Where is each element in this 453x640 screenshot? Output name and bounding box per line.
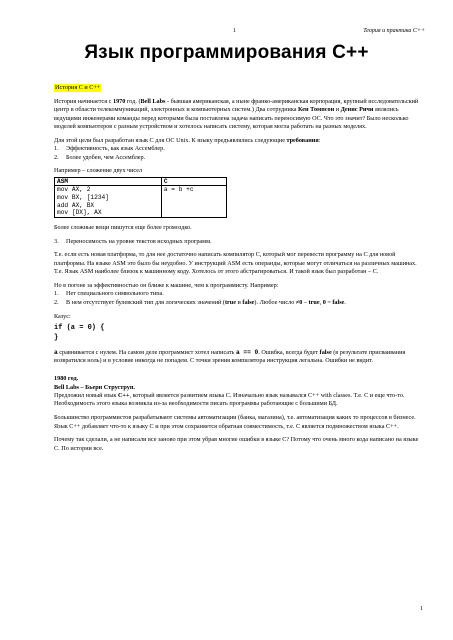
footer-page-number: 1 [420, 606, 423, 612]
asm-vs-c-table [54, 177, 227, 218]
paragraph-casus: Казус: [54, 312, 71, 320]
asm-line: mov [DX], AX [57, 209, 102, 217]
body-content [54, 84, 424, 459]
paragraph-cpp-intro: Предложил новый язык С++, который является развитием языка С. Изначально язык назывался С++ with classes. Т.е. С и еще что-то. Необходимость этого языка возникла из-за необходимости писать программы работающие с большими БД. [54, 392, 405, 408]
table-row [55, 186, 227, 217]
table-header-asm: ASM [55, 177, 162, 186]
paragraph-requirements: Для этой цели был разработан язык С для ОС Unix. К языку предъявлялись следующие требования: [54, 136, 321, 144]
paragraph-why: Почему так сделали, а не написали все заново при этом убрав многие ошибки в языке С? Потому что очень много кода написано на языке С. По истории все. [54, 436, 419, 452]
issues-list [54, 290, 424, 307]
list-item: 2. Более удобен, чем Ассемблер. [54, 153, 146, 161]
asm-line: mov AX, 2 [57, 186, 91, 194]
section-heading-history: История С и С++ [55, 84, 101, 91]
list-item: 2. В нем отсутствует булевский тип для логических значений (true и false). Любое число ≠0 – true, 0 = false. [54, 298, 346, 306]
c-line: a = b +c [163, 186, 194, 194]
paragraph-complex: Более сложные вещи пишутся еще более громоздко. [54, 223, 192, 231]
list-item: 1. Нет специального символьного типа. [54, 290, 164, 298]
requirements-list [54, 145, 424, 162]
asm-line: add AX, BX [57, 201, 95, 209]
paragraph-portability: Т.е. если есть новая платформа, то для нее достаточно написать компилятор С, который мог перевести программу на С для новой платформы. На языке ASM это было бы неудобно. У инструкций ASM есть операнды, которые могут отличаться на различных машинах. Т.е. Язык ASM наиболее близок к машинному коду. Хотелось от этого абстрагироваться. И такой язык был разработан – С. [54, 251, 417, 276]
running-title: Теория и практика С++ [363, 28, 425, 34]
example-caption: Например – сложение двух чисел [54, 167, 143, 175]
asm-line: mov BX, [1234] [57, 194, 109, 202]
section-year: 1980 год. [54, 375, 79, 383]
page-title: Язык программирования С++ [84, 42, 369, 63]
code-line: } [54, 334, 59, 343]
section-bell: Bell Labs – Бьерн Струструп. [54, 383, 135, 391]
code-line: if (a = 0) { [54, 324, 105, 333]
paragraph-comparison: a сравнивается с нулем. На самом деле программист хотел написать a == 0. Ошибка, всегда будет false (в результате присваивания возвратился ноль) и в условие никогда не попадем. С точки зрения компилятора инструкция легальна. Ошибки не видит. [54, 349, 406, 365]
paragraph-automation: Большинство программистов разрабатывают системы автоматизации (банка, магазина), т.е. автоматизация каких то процессов в бизнесе. Язык С++ добавляет что-то к языку С и при этом сохраняется обратная совместимость, т.е. С является подмножеством языка С++. [54, 414, 416, 430]
list-item: 1. Эффективность, как язык Ассемблер. [54, 145, 165, 153]
paragraph-efficiency: Но в погоне за эффективностью он ближе к машине, чем к программисту. Например: [54, 282, 279, 289]
header-page-number: 1 [233, 28, 236, 34]
requirement-3 [54, 238, 424, 246]
paragraph-history-intro: История начинается с 1970 год. (Bell Labs - бывшая американская, а ныне франко-американская корпорация, крупный исследовательский центр в области телекоммуникаций, электронных и компьютерных систем.) Два сотрудника Кен Томпсон и Денис Ричи являлись ведущими инженерами команды перед которыми была поставлена задача написать переносимую ОС. Что это значит? Было несколько моделей компьютеров с разным устройством и хотелось написать систему, которая могла работать на разных моделях. [54, 97, 419, 131]
list-item: 3. Переносимость на уровне текстов исходных программ. [54, 237, 212, 245]
code-example [54, 323, 424, 343]
table-header-c: C [161, 177, 226, 186]
